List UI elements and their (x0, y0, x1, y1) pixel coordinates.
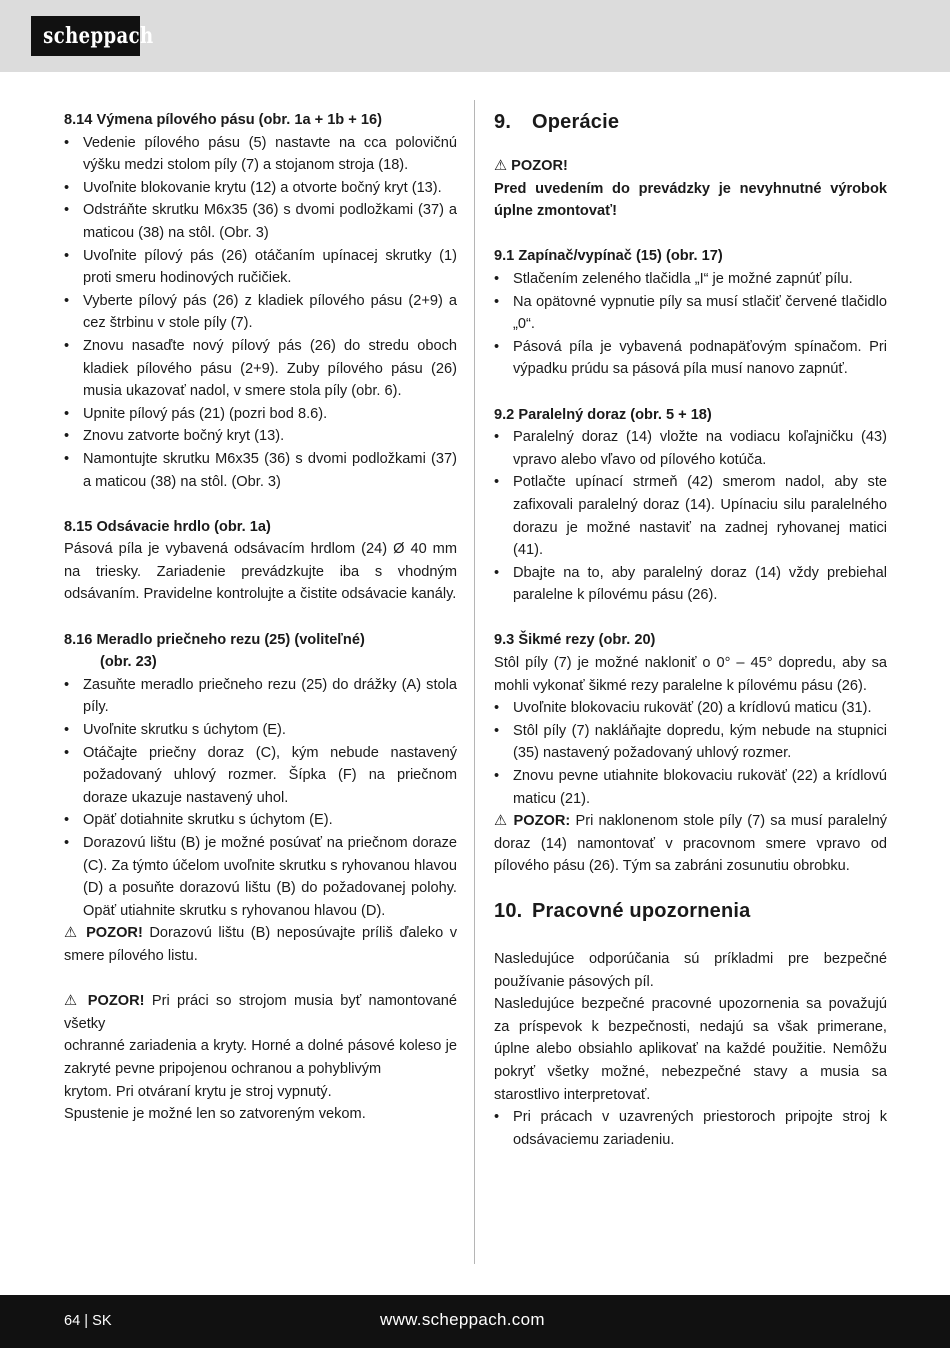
section-9-warning-title: ⚠ POZOR! (494, 158, 568, 174)
list-item: • Upnite pílový pás (21) (pozri bod 8.6). (64, 403, 457, 426)
section-8-16-list (64, 674, 457, 923)
list-item: • Znovu zatvorte bočný kryt (13). (64, 425, 457, 448)
list-item: • Stlačením zeleného tlačidla „I“ je možné zapnúť pílu. (494, 268, 887, 291)
list-item: • Stôl píly (7) nakláňajte dopredu, kým nebude na stupnici (35) nastavený požadovaný uhlový rozmer. (494, 720, 887, 765)
list-item: • Dbajte na to, aby paralelný doraz (14) vždy prebiehal paralelne k pílovému pásu (26). (494, 562, 887, 607)
warning-text-line: krytom. Pri otváraní krytu je stroj vypnutý. (64, 1083, 332, 1100)
section-10-para-2: Nasledujúce bezpečné pracovné upozornenia sa považujú za príspevok k bezpečnosti, nedajú sa však primerane, úplne alebo obsiahlo aplikovať na každé použitie. Nemôžu pokryť všetky možné, nebezpečné stavy a musia sa starostlivo interpretovať. (494, 996, 887, 1103)
list-item: • Na opätovné vypnutie píly sa musí stlačiť červené tlačidlo „0“. (494, 291, 887, 336)
list-item: • Uvoľnite blokovaciu rukoväť (20) a krídlovú maticu (31). (494, 697, 887, 720)
warning-note-2 (64, 990, 457, 1035)
website-url: www.scheppach.com (380, 1310, 545, 1329)
section-10-para-1: Nasledujúce odporúčania sú príkladmi pre bezpečné používanie pásových píl. (494, 951, 887, 990)
list-item: • Uvoľnite pílový pás (26) otáčaním upínacej skrutky (1) proti smeru hodinových ručičiek. (64, 245, 457, 290)
section-8-15-text: Pásová píla je vybavená odsávacím hrdlom (24) Ø 40 mm na triesky. Zariadenie prevádzkujte iba s vhodným odsávaním. Pravidelne kontrolujte a čistite odsávacie kanály. (64, 541, 457, 603)
section-10-heading: 10. Pracovné upozornenia (494, 900, 751, 922)
section-9-2-title: 9.2 Paralelný doraz (obr. 5 + 18) (494, 406, 712, 423)
list-item: • Potlačte upínací strmeň (42) smerom nadol, aby ste zafixovali paralelný doraz (14). Upínaciu silu paralelného dorazu je možné nastaviť na zadnej ryhovanej matici (41). (494, 471, 887, 561)
section-9-heading: 9. Operácie (494, 111, 620, 133)
section-9-2-list (494, 426, 887, 607)
warning-text-line: Spustenie je možné len so zatvoreným vekom. (64, 1106, 366, 1123)
brand-logo: scheppach (31, 16, 140, 56)
section-8-16-title: 8.16 Meradlo priečneho rezu (25) (voliteľné) (64, 631, 365, 648)
warning-text: Pri práci so strojom musia byť namontované všetky (64, 993, 457, 1032)
section-8-14-list (64, 132, 457, 494)
list-item: • Paralelný doraz (14) vložte na vodiacu koľajničku (43) vpravo alebo vľavo od pílového kotúča. (494, 426, 887, 471)
page-number: 64 | SK (64, 1313, 112, 1329)
warning-text-line: ochranné zariadenia a kryty. Horné a dolné pásové koleso je zakryté pevne pripojenou ochranou a pohyblivým (64, 1038, 457, 1077)
warning-label: POZOR! (86, 925, 143, 942)
list-item: • Dorazovú lištu (B) je možné posúvať na priečnom doraze (C). Za týmto účelom uvoľnite skrutku s ryhovanou hlavou (D) a posuňte dorazovú lištu (B) do požadovanej polohy. Opäť utiahnite skrutku s ryhovanou hlavou (D). (64, 832, 457, 922)
list-item: • Znovu nasaďte nový pílový pás (26) do stredu oboch kladiek pílového pásu (2+9). Zuby pílového pásu (26) musia ukazovať nadol, v smere stola píly (obr. 6). (64, 335, 457, 403)
section-9-1-title: 9.1 Zapínač/vypínač (15) (obr. 17) (494, 248, 723, 265)
list-item: • Namontujte skrutku M6x35 (36) s dvomi podložkami (37) a maticou (38) na stôl. (Obr. 3) (64, 448, 457, 493)
section-9-3-title: 9.3 Šikmé rezy (obr. 20) (494, 632, 656, 649)
column-divider (474, 100, 475, 1264)
list-item: • Vedenie pílového pásu (5) nastavte na cca polovičnú výšku medzi stolom píly (7) a stojanom stroja (18). (64, 132, 457, 177)
list-item: • Znovu pevne utiahnite blokovaciu rukoväť (22) a krídlovú maticu (21). (494, 765, 887, 810)
warning-icon: ⚠ (494, 158, 508, 174)
warning-icon: ⚠ (64, 993, 81, 1010)
section-8-15-title: 8.15 Odsávacie hrdlo (obr. 1a) (64, 518, 271, 535)
section-9-3-warning (494, 810, 887, 878)
section-9-1-list (494, 268, 887, 381)
list-item: • Zasuňte meradlo priečneho rezu (25) do drážky (A) stola píly. (64, 674, 457, 719)
list-item: • Pásová píla je vybavená podnapäťovým spínačom. Pri výpadku prúdu sa pásová píla musí nanovo zapnúť. (494, 336, 887, 381)
warning-icon: ⚠ (64, 925, 80, 942)
section-10-list (494, 1106, 887, 1151)
list-item: • Odstráňte skrutku M6x35 (36) s dvomi podložkami (37) a maticou (38) na stôl. (Obr. 3) (64, 199, 457, 244)
list-item: • Opäť dotiahnite skrutku s úchytom (E). (64, 809, 457, 832)
left-column (64, 109, 457, 1126)
page-footer (0, 1295, 950, 1348)
list-item: • Otáčajte priečny doraz (C), kým nebude nastavený požadovaný uhlový rozmer. Šípka (F) na priečnom doraze ukazuje nastavený uhol. (64, 742, 457, 810)
list-item: • Uvoľnite skrutku s úchytom (E). (64, 719, 457, 742)
section-9-3-list (494, 697, 887, 810)
warning-note-1 (64, 922, 457, 967)
section-8-14-title: 8.14 Výmena pílového pásu (obr. 1a + 1b + 16) (64, 112, 382, 128)
right-column (494, 109, 887, 1151)
warning-text: Pri naklonenom stole píly (7) sa musí paralelný doraz (14) namontovať v pracovnom smere vpravo od pílového pásu (26). Tým sa zabráni zosunutiu obrobku. (494, 813, 887, 875)
section-9-3-text: Stôl píly (7) je možné nakloniť o 0° – 45° dopredu, aby sa mohli vykonať šikmé rezy paralelne k pílovému pásu (26). (494, 655, 887, 694)
section-9-warning-text: Pred uvedením do prevádzky je nevyhnutné výrobok úplne zmontovať! (494, 180, 887, 220)
list-item: • Uvoľnite blokovanie krytu (12) a otvorte bočný kryt (13). (64, 177, 457, 200)
warning-text: Dorazovú lištu (B) neposúvajte príliš ďaleko v smere pílového listu. (64, 925, 457, 964)
section-8-16-title-fig: (obr. 23) (100, 654, 157, 671)
list-item: • Pri prácach v uzavrených priestoroch pripojte stroj k odsávaciemu zariadeniu. (494, 1106, 887, 1151)
warning-label: POZOR: (513, 813, 571, 830)
list-item: • Vyberte pílový pás (26) z kladiek pílového pásu (2+9) a cez štrbinu v stole píly (7). (64, 290, 457, 335)
warning-icon: ⚠ (494, 813, 509, 830)
page-header (0, 0, 950, 72)
warning-label: POZOR! (87, 993, 145, 1010)
